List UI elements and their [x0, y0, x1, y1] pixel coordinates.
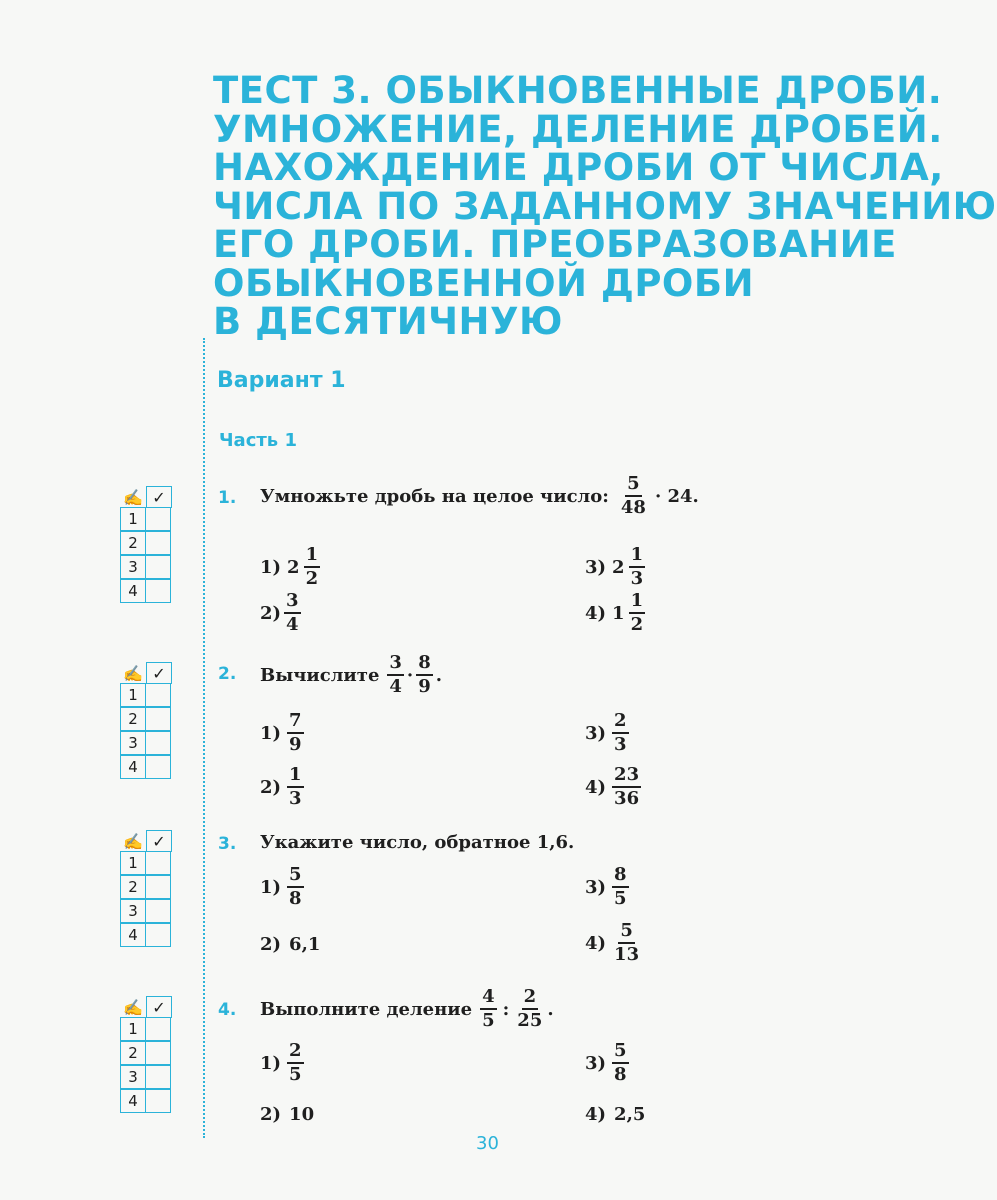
numerator: 23 — [612, 764, 641, 788]
answer-label: 2 — [120, 875, 146, 899]
fraction — [619, 473, 648, 519]
question-prompt: Вычислите — [260, 664, 380, 686]
answer-cell[interactable] — [145, 531, 171, 555]
answer-label: 4 — [120, 579, 146, 603]
title-line: ОБЫКНОВЕННОЙ ДРОБИ — [213, 261, 755, 305]
option-label: 4) — [585, 932, 607, 954]
answer-label: 1 — [120, 851, 146, 875]
answer-box-q3 — [120, 830, 174, 948]
answer-label: 4 — [120, 923, 146, 947]
denominator: 9 — [418, 676, 431, 697]
answer-label: 3 — [120, 1065, 146, 1089]
numerator: 1 — [629, 590, 646, 614]
option-3 — [585, 710, 632, 756]
question-number: 4. — [218, 1000, 237, 1020]
option-label: 2) — [260, 602, 282, 624]
option-1 — [260, 1040, 307, 1086]
option-1 — [260, 710, 307, 756]
option-3 — [585, 544, 648, 590]
whole-part: 2 — [612, 556, 625, 578]
answer-label: 1 — [120, 1017, 146, 1041]
numerator: 4 — [480, 986, 497, 1010]
numerator: 3 — [284, 590, 301, 614]
fraction — [416, 652, 433, 698]
question-prompt: Умножьте дробь на целое число: — [260, 485, 609, 507]
option-value: 2,5 — [614, 1104, 646, 1125]
denominator: 36 — [614, 788, 640, 809]
dotted-divider — [203, 338, 205, 1138]
fraction — [287, 764, 304, 810]
fraction — [612, 1040, 629, 1086]
question-number: 2. — [218, 664, 237, 684]
fraction — [629, 544, 646, 590]
option-label: 1) — [260, 556, 282, 578]
whole-part: 2 — [287, 556, 300, 578]
answer-label: 2 — [120, 1041, 146, 1065]
answer-cell[interactable] — [145, 923, 171, 947]
pen-icon: ✍ — [123, 663, 143, 683]
answer-cell[interactable] — [145, 851, 171, 875]
option-4 — [585, 1104, 645, 1125]
fraction — [287, 864, 304, 910]
denominator: 13 — [614, 944, 640, 965]
fraction — [629, 590, 646, 636]
part-heading: Часть 1 — [219, 430, 297, 451]
operator: · — [406, 664, 414, 686]
variant-heading: Вариант 1 — [217, 368, 346, 393]
answer-label: 4 — [120, 1089, 146, 1113]
question-prompt: Выполните деление — [260, 998, 473, 1020]
pen-icon: ✍ — [123, 997, 143, 1017]
option-2 — [260, 934, 320, 955]
denominator: 3 — [614, 734, 627, 755]
denominator: 3 — [630, 568, 644, 589]
option-label: 4) — [585, 602, 607, 624]
answer-label: 1 — [120, 683, 146, 707]
question-number: 1. — [218, 488, 237, 508]
option-value: 10 — [289, 1104, 315, 1125]
numerator: 2 — [522, 986, 539, 1010]
answer-cell[interactable] — [145, 1089, 171, 1113]
page-number: 30 — [476, 1133, 499, 1154]
option-4 — [585, 590, 648, 636]
numerator: 5 — [618, 920, 635, 944]
numerator: 5 — [625, 473, 642, 497]
numerator: 8 — [416, 652, 433, 676]
fraction — [287, 1040, 304, 1086]
fraction — [387, 652, 404, 698]
answer-cell[interactable] — [145, 707, 171, 731]
fraction — [515, 986, 544, 1032]
fraction — [287, 710, 304, 756]
option-label: 3) — [585, 876, 607, 898]
option-4 — [585, 920, 644, 966]
operator: : — [502, 998, 510, 1020]
check-icon: ✓ — [146, 996, 172, 1018]
numerator: 7 — [287, 710, 304, 734]
option-4 — [585, 764, 644, 810]
numerator: 2 — [287, 1040, 304, 1064]
option-1 — [260, 544, 323, 590]
denominator: 4 — [389, 676, 402, 697]
option-label: 3) — [585, 556, 607, 578]
option-label: 2) — [260, 1104, 282, 1125]
fraction — [612, 710, 629, 756]
numerator: 1 — [304, 544, 321, 568]
fraction — [612, 864, 629, 910]
fraction — [284, 590, 301, 636]
option-label: 4) — [585, 776, 607, 798]
answer-box-q4 — [120, 996, 174, 1114]
option-1 — [260, 864, 307, 910]
answer-label: 2 — [120, 531, 146, 555]
denominator: 4 — [286, 614, 299, 635]
numerator: 1 — [629, 544, 646, 568]
denominator: 25 — [517, 1010, 543, 1031]
denominator: 5 — [289, 1064, 302, 1085]
option-label: 1) — [260, 876, 282, 898]
denominator: 8 — [614, 1064, 627, 1085]
fraction — [612, 764, 641, 810]
question-number: 3. — [218, 834, 237, 854]
title-line: НАХОЖДЕНИЕ ДРОБИ ОТ ЧИСЛА, — [213, 146, 944, 189]
option-label: 1) — [260, 722, 282, 744]
answer-label: 3 — [120, 899, 146, 923]
numerator: 2 — [612, 710, 629, 734]
denominator: 2 — [305, 568, 319, 589]
denominator: 3 — [289, 788, 302, 809]
answer-box-q2 — [120, 662, 174, 780]
whole-part: 1 — [612, 602, 625, 624]
answer-label: 2 — [120, 707, 146, 731]
title-line: УМНОЖЕНИЕ, ДЕЛЕНИЕ ДРОБЕЙ. — [213, 107, 943, 151]
answer-label: 3 — [120, 731, 146, 755]
answer-cell[interactable] — [145, 1065, 171, 1089]
numerator: 3 — [387, 652, 404, 676]
answer-cell[interactable] — [145, 731, 171, 755]
numerator: 1 — [287, 764, 304, 788]
expression-tail: . — [547, 998, 554, 1020]
title-line: ТЕСТ 3. ОБЫКНОВЕННЫЕ ДРОБИ. — [213, 69, 943, 112]
pen-icon: ✍ — [123, 487, 143, 507]
option-label: 1) — [260, 1052, 282, 1074]
denominator: 2 — [630, 614, 644, 635]
numerator: 8 — [612, 864, 629, 888]
answer-cell[interactable] — [145, 555, 171, 579]
denominator: 9 — [289, 734, 302, 755]
numerator: 5 — [612, 1040, 629, 1064]
option-3 — [585, 864, 632, 910]
check-icon: ✓ — [146, 830, 172, 852]
answer-cell[interactable] — [145, 875, 171, 899]
question-prompt: Укажите число, обратное 1,6. — [260, 832, 575, 853]
expression-tail: · 24. — [654, 485, 699, 507]
answer-cell[interactable] — [145, 579, 171, 603]
option-value: 6,1 — [289, 934, 321, 955]
fraction — [612, 920, 641, 966]
answer-box-q1 — [120, 486, 174, 604]
option-label: 4) — [585, 1104, 607, 1125]
answer-label: 3 — [120, 555, 146, 579]
title-line: В ДЕСЯТИЧНУЮ — [213, 300, 563, 343]
question-text — [260, 832, 574, 853]
option-2 — [260, 590, 304, 636]
denominator: 5 — [614, 888, 627, 909]
option-3 — [585, 1040, 632, 1086]
denominator: 5 — [482, 1010, 495, 1031]
denominator: 8 — [289, 888, 302, 909]
test-title — [213, 69, 997, 343]
question-text — [260, 986, 554, 1032]
fraction — [480, 986, 497, 1032]
expression-tail: . — [435, 664, 443, 686]
fraction — [304, 544, 321, 590]
answer-cell[interactable] — [145, 683, 171, 707]
title-line: ЧИСЛА ПО ЗАДАННОМУ ЗНАЧЕНИЮ — [213, 184, 997, 228]
question-text — [260, 652, 442, 698]
option-label: 3) — [585, 1052, 607, 1074]
answer-label: 4 — [120, 755, 146, 779]
check-icon: ✓ — [146, 662, 172, 684]
option-label: 2) — [260, 776, 282, 798]
option-label: 2) — [260, 934, 282, 955]
check-icon: ✓ — [146, 486, 172, 508]
answer-label: 1 — [120, 507, 146, 531]
answer-cell[interactable] — [145, 507, 171, 531]
option-2 — [260, 1104, 314, 1125]
answer-cell[interactable] — [145, 1041, 171, 1065]
option-label: 3) — [585, 722, 607, 744]
title-line: ЕГО ДРОБИ. ПРЕОБРАЗОВАНИЕ — [213, 223, 897, 266]
answer-cell[interactable] — [145, 755, 171, 779]
option-2 — [260, 764, 307, 810]
answer-cell[interactable] — [145, 899, 171, 923]
question-text — [260, 473, 699, 519]
pen-icon: ✍ — [123, 831, 143, 851]
denominator: 48 — [620, 497, 646, 518]
answer-cell[interactable] — [145, 1017, 171, 1041]
numerator: 5 — [287, 864, 304, 888]
